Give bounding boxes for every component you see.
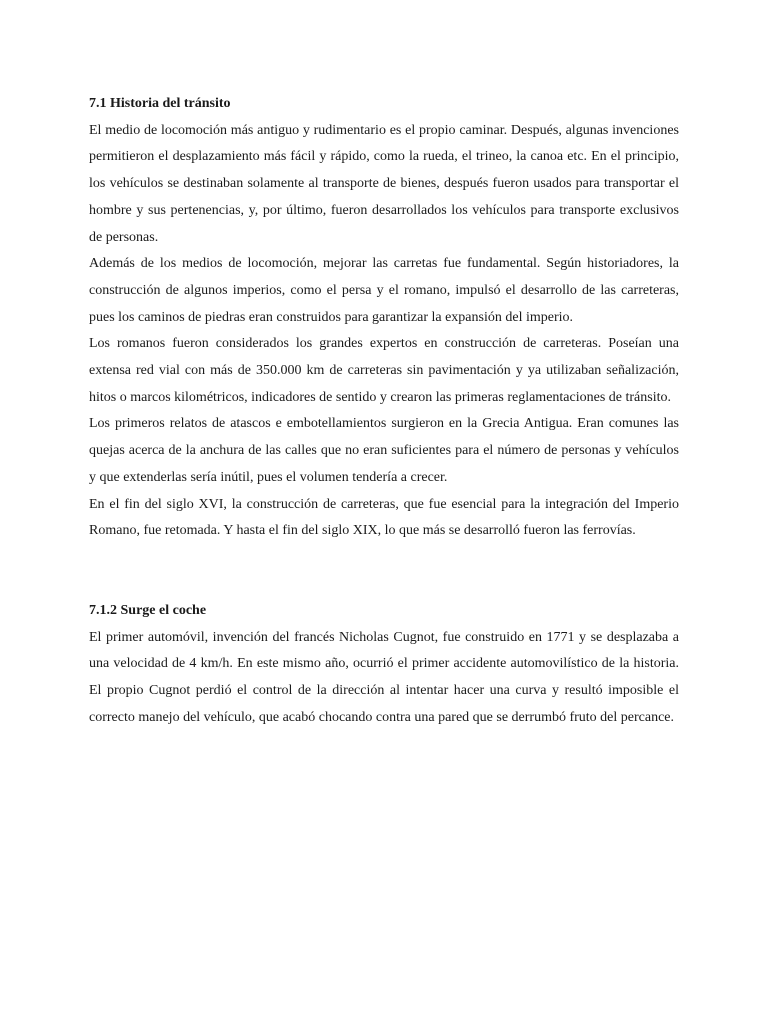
paragraph-locomocion: El medio de locomoción más antiguo y rudimentario es el propio caminar. Después, algunas invenciones permitieron el desplazamiento más fácil y rápido, como la rueda, el trineo, la canoa etc. En el principio, los vehículos se destinaban solamente al transporte de bienes, después fueron usados para transportar el hombre y sus pertenencias, y, por último, fueron desarrollados los vehículos para transporte exclusivos de personas. — [89, 122, 679, 245]
paragraph-carretas: Además de los medios de locomoción, mejorar las carretas fue fundamental. Según historiadores, la construcción de algunos imperios, como el persa y el romano, impulsó el desarrollo de las carreteras, pues los caminos de piedras eran construidos para garantizar la expansión del imperio. — [89, 256, 679, 325]
paragraph-siglo-xvi: En el fin del siglo XVI, la construcción de carreteras, que fue esencial para la integración del Imperio Romano, fue retomada. Y hasta el fin del siglo XIX, lo que más se desarrolló fueron las ferrovías. — [89, 496, 679, 539]
section-heading-historia-transito: 7.1 Historia del tránsito — [89, 96, 231, 111]
document-content — [89, 91, 679, 731]
section-heading-surge-coche: 7.1.2 Surge el coche — [89, 602, 207, 618]
paragraph-atascos: Los primeros relatos de atascos e embotellamientos surgieron en la Grecia Antigua. Eran comunes las quejas acerca de la anchura de las calles que no eran suficientes para el número de personas y vehículos y que extenderlas sería inútil, pues el volumen tendería a crecer. — [89, 416, 679, 485]
section-spacer — [89, 545, 679, 598]
paragraph-cugnot: El primer automóvil, invención del francés Nicholas Cugnot, fue construido en 1771 y se desplazaba a una velocidad de 4 km/h. En este mismo año, ocurrió el primer accidente automovilístico de la historia. El propio Cugnot perdió el control de la dirección al intentar hacer una curva y resultó imposible el correcto manejo del vehículo, que acabó chocando contra una pared que se derrumbó fruto del percance. — [89, 629, 679, 725]
paragraph-romanos: Los romanos fueron considerados los grandes expertos en construcción de carreteras. Poseían una extensa red vial con más de 350.000 km de carreteras sin pavimentación y ya utilizaban señalización, hitos o marcos kilométricos, indicadores de sentido y crearon las primeras reglamentaciones de tránsito. — [89, 336, 679, 405]
